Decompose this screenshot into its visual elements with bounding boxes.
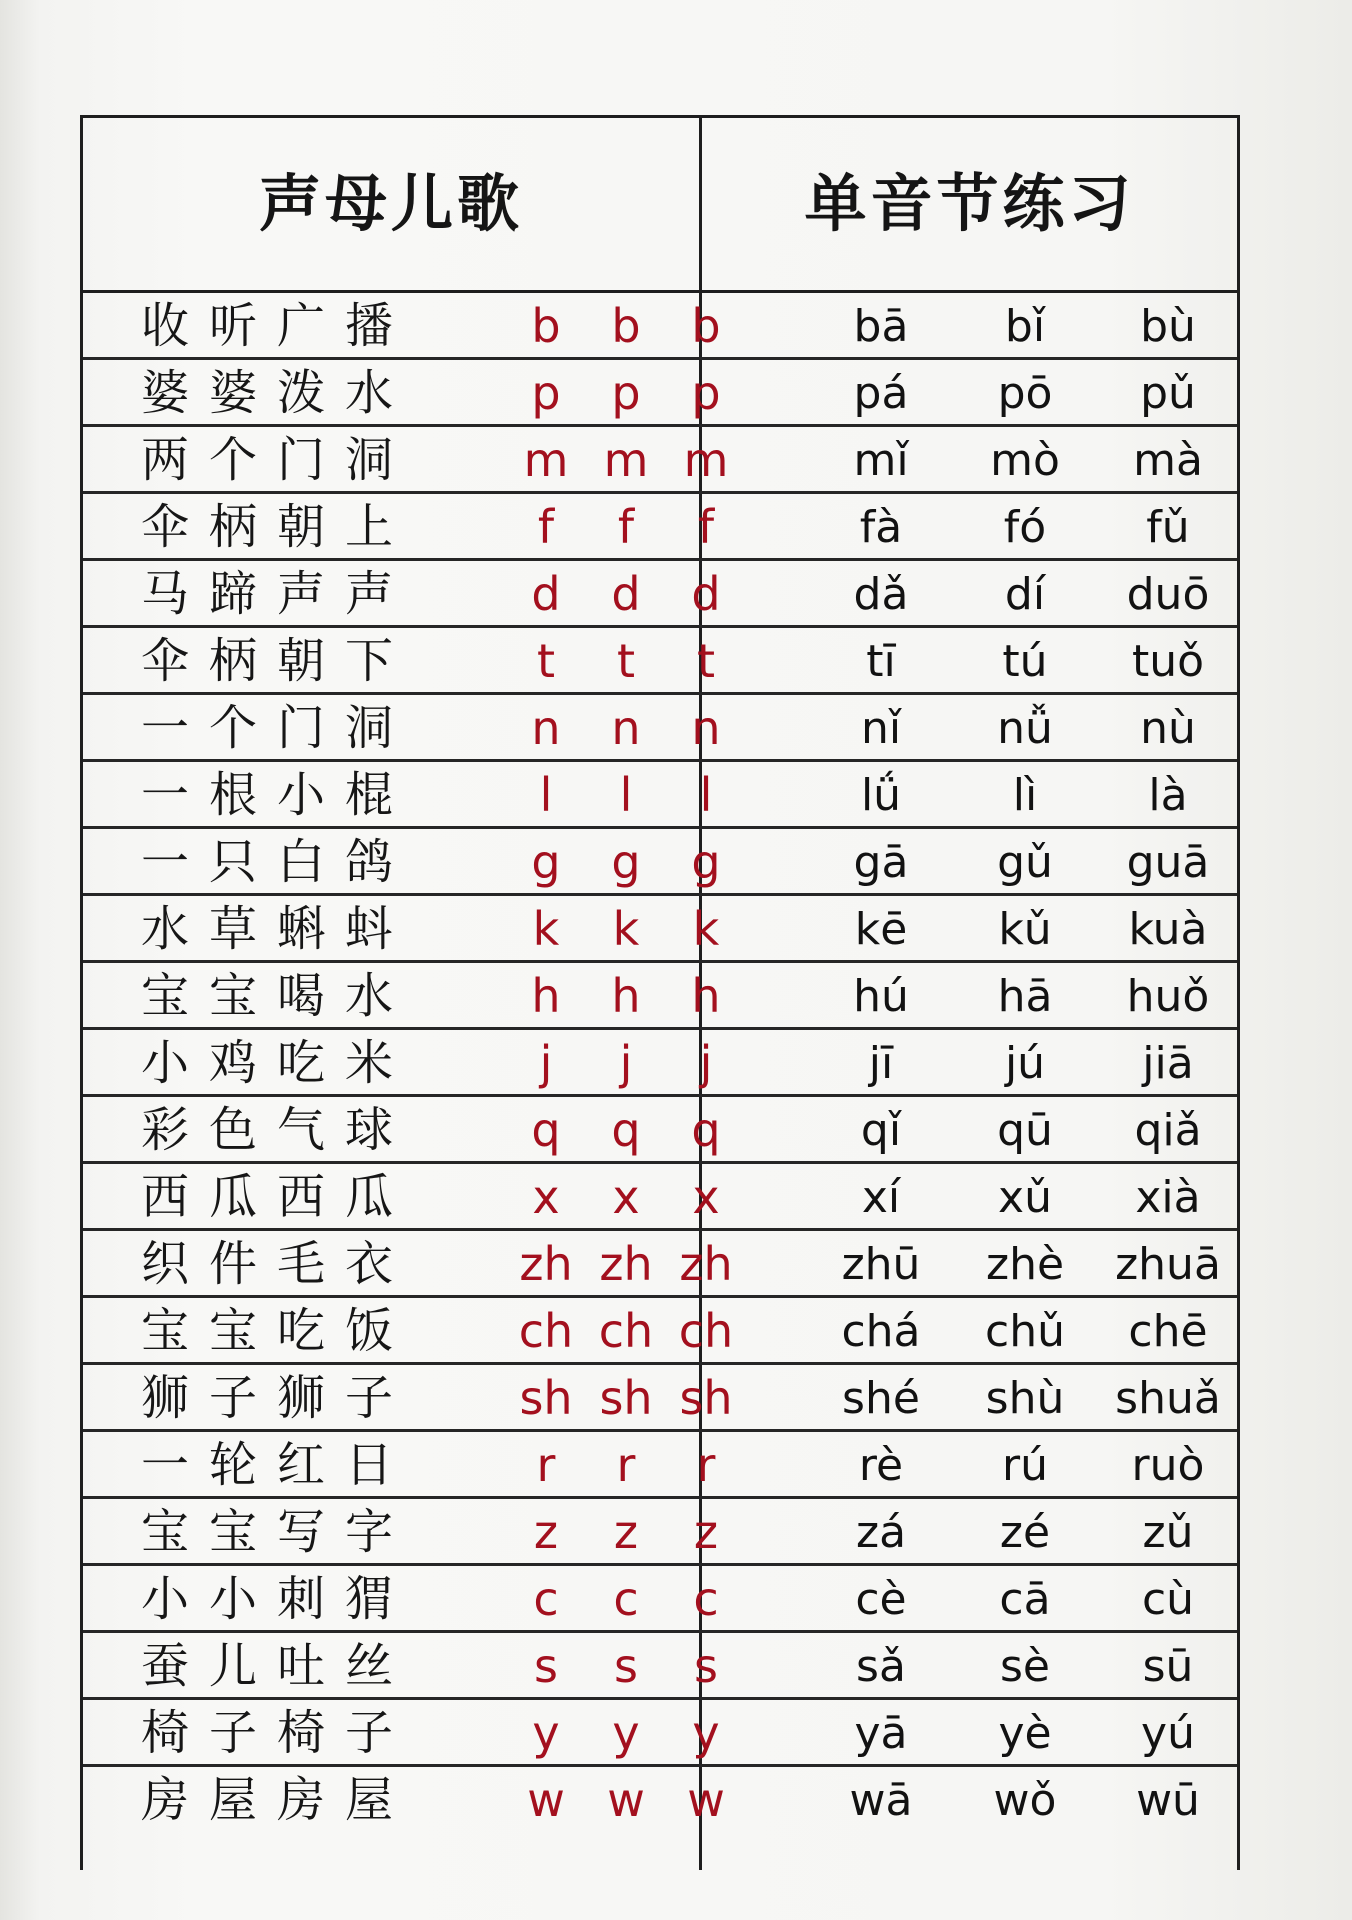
initial-letter: y xyxy=(692,1706,720,1760)
pinyin-table xyxy=(80,115,1240,1870)
initial-letter: p xyxy=(691,366,721,420)
syllable: zá xyxy=(855,1507,907,1558)
initial-letter: n xyxy=(691,701,721,755)
initial-letter: m xyxy=(603,433,649,487)
initial-letter: x xyxy=(532,1170,560,1224)
rhyme-text: 水草蝌蚪 xyxy=(141,901,414,957)
initial-letter: k xyxy=(692,902,720,956)
initial-letter: z xyxy=(533,1505,559,1559)
syllable: shuǎ xyxy=(1115,1373,1221,1424)
left-column-title: 声母儿歌 xyxy=(258,167,523,240)
initial-letter: c xyxy=(613,1572,639,1626)
syllable: pō xyxy=(997,368,1053,419)
initial-letter: m xyxy=(523,433,569,487)
syllable: fǔ xyxy=(1146,502,1190,553)
initial-letter: h xyxy=(531,969,561,1023)
table-row xyxy=(83,293,1237,360)
table-row xyxy=(83,494,1237,561)
syllable: kuà xyxy=(1128,904,1208,955)
rhyme-text: 蚕儿吐丝 xyxy=(141,1638,414,1694)
syllable: shù xyxy=(985,1373,1065,1424)
initial-letter: w xyxy=(527,1773,565,1827)
rhyme-text: 马蹄声声 xyxy=(141,566,414,622)
rhyme-text: 伞柄朝上 xyxy=(141,499,414,555)
syllable: nù xyxy=(1140,703,1196,754)
rhyme-text: 小小刺猬 xyxy=(141,1571,414,1627)
initial-letter: sh xyxy=(599,1371,653,1425)
table-row xyxy=(83,1097,1237,1164)
syllable: rú xyxy=(1002,1440,1048,1491)
rhyme-text: 收听广播 xyxy=(141,298,414,354)
initial-letter: j xyxy=(699,1036,713,1090)
syllable: dí xyxy=(1004,569,1046,620)
initial-letter: w xyxy=(687,1773,725,1827)
syllable: jī xyxy=(868,1038,894,1089)
syllable: jiā xyxy=(1142,1038,1194,1089)
initial-letter: b xyxy=(611,299,641,353)
initial-letter: r xyxy=(696,1438,716,1492)
syllable: chá xyxy=(841,1306,921,1357)
syllable: xǔ xyxy=(998,1172,1052,1223)
initial-letter: s xyxy=(694,1639,718,1693)
initial-letter: t xyxy=(536,634,556,688)
syllable: chǔ xyxy=(985,1306,1065,1357)
initial-letter: t xyxy=(696,634,716,688)
initial-letter: c xyxy=(693,1572,719,1626)
syllable: sǎ xyxy=(856,1641,906,1692)
rhyme-text: 一个门洞 xyxy=(141,700,414,756)
initial-letter: f xyxy=(617,500,635,554)
rhyme-text: 一只白鸽 xyxy=(141,834,414,890)
table-row xyxy=(83,360,1237,427)
syllable: pǔ xyxy=(1140,368,1196,419)
syllable: yā xyxy=(854,1708,908,1759)
syllable: xí xyxy=(861,1172,901,1223)
rhyme-text: 一根小棍 xyxy=(141,767,414,823)
syllable: tī xyxy=(866,636,896,687)
initial-letter: zh xyxy=(679,1237,733,1291)
initial-letter: d xyxy=(531,567,561,621)
initial-letter: q xyxy=(531,1103,561,1157)
initial-letter: r xyxy=(616,1438,636,1492)
syllable: kē xyxy=(854,904,908,955)
initial-letter: ch xyxy=(518,1304,574,1358)
initial-letter: j xyxy=(539,1036,553,1090)
syllable: huǒ xyxy=(1126,971,1210,1022)
table-row xyxy=(83,1700,1237,1767)
syllable: cā xyxy=(999,1574,1051,1625)
syllable: rè xyxy=(858,1440,904,1491)
syllable: wū xyxy=(1136,1775,1200,1826)
initial-letter: p xyxy=(611,366,641,420)
syllable: tú xyxy=(1002,636,1048,687)
initial-letter: z xyxy=(613,1505,639,1559)
rhyme-text: 彩色气球 xyxy=(141,1102,414,1158)
syllable: shé xyxy=(842,1373,920,1424)
table-row xyxy=(83,1298,1237,1365)
table-row xyxy=(83,1030,1237,1097)
rhyme-text: 宝宝写字 xyxy=(141,1504,414,1560)
initial-letter: g xyxy=(611,835,641,889)
table-row xyxy=(83,561,1237,628)
initial-letter: zh xyxy=(519,1237,573,1291)
syllable: duō xyxy=(1126,569,1210,620)
rhyme-text: 婆婆泼水 xyxy=(141,365,414,421)
syllable: bā xyxy=(853,301,909,352)
initial-letter: k xyxy=(532,902,560,956)
syllable: lì xyxy=(1012,770,1038,821)
initial-letter: ch xyxy=(598,1304,654,1358)
rhyme-text: 两个门洞 xyxy=(141,432,414,488)
initial-letter: b xyxy=(531,299,561,353)
rhyme-text: 椅子椅子 xyxy=(141,1705,414,1761)
table-row xyxy=(83,963,1237,1030)
syllable: chē xyxy=(1128,1306,1208,1357)
syllable: dǎ xyxy=(853,569,909,620)
syllable: sè xyxy=(1000,1641,1050,1692)
initial-letter: l xyxy=(619,768,633,822)
rhyme-text: 小鸡吃米 xyxy=(141,1035,414,1091)
initial-letter: s xyxy=(614,1639,638,1693)
syllable: qǐ xyxy=(860,1105,902,1156)
table-body xyxy=(83,293,1237,1834)
initial-letter: l xyxy=(539,768,553,822)
syllable: fó xyxy=(1003,502,1047,553)
table-row xyxy=(83,695,1237,762)
initial-letter: k xyxy=(612,902,640,956)
initial-letter: w xyxy=(607,1773,645,1827)
initial-letter: n xyxy=(531,701,561,755)
syllable: mà xyxy=(1133,435,1203,486)
initial-letter: sh xyxy=(679,1371,733,1425)
syllable: yú xyxy=(1141,1708,1195,1759)
initial-letter: t xyxy=(616,634,636,688)
rhyme-text: 宝宝吃饭 xyxy=(141,1303,414,1359)
initial-letter: y xyxy=(612,1706,640,1760)
syllable: bǐ xyxy=(1004,301,1046,352)
table-row xyxy=(83,1432,1237,1499)
syllable: nǚ xyxy=(997,703,1053,754)
table-row xyxy=(83,1633,1237,1700)
initial-letter: d xyxy=(691,567,721,621)
table-row xyxy=(83,896,1237,963)
initial-letter: b xyxy=(691,299,721,353)
syllable: kǔ xyxy=(998,904,1052,955)
table-header xyxy=(83,118,1237,293)
initial-letter: n xyxy=(611,701,641,755)
table-row xyxy=(83,1231,1237,1298)
initial-letter: p xyxy=(531,366,561,420)
initial-letter: h xyxy=(611,969,641,1023)
syllable: cè xyxy=(855,1574,907,1625)
syllable: hú xyxy=(853,971,909,1022)
right-column-title: 单音节练习 xyxy=(804,167,1135,240)
syllable: nǐ xyxy=(860,703,902,754)
syllable: zhuā xyxy=(1115,1239,1221,1290)
initial-letter: l xyxy=(699,768,713,822)
initial-letter: ch xyxy=(678,1304,734,1358)
syllable: là xyxy=(1148,770,1188,821)
syllable: wā xyxy=(849,1775,913,1826)
syllable: wǒ xyxy=(993,1775,1057,1826)
syllable: gā xyxy=(853,837,909,888)
syllable: pá xyxy=(853,368,909,419)
rhyme-text: 宝宝喝水 xyxy=(141,968,414,1024)
initial-letter: g xyxy=(691,835,721,889)
initial-letter: x xyxy=(612,1170,640,1224)
table-row xyxy=(83,1767,1237,1834)
syllable: ruò xyxy=(1131,1440,1205,1491)
table-row xyxy=(83,762,1237,829)
rhyme-text: 狮子狮子 xyxy=(141,1370,414,1426)
syllable: jú xyxy=(1004,1038,1046,1089)
syllable: cù xyxy=(1141,1574,1195,1625)
initial-letter: q xyxy=(691,1103,721,1157)
syllable: qū xyxy=(997,1105,1053,1156)
syllable: fà xyxy=(859,502,903,553)
table-row xyxy=(83,1499,1237,1566)
syllable: qiǎ xyxy=(1134,1105,1202,1156)
initial-letter: j xyxy=(619,1036,633,1090)
rhyme-text: 西瓜西瓜 xyxy=(141,1169,414,1225)
initial-letter: q xyxy=(611,1103,641,1157)
initial-letter: z xyxy=(693,1505,719,1559)
rhyme-text: 房屋房屋 xyxy=(141,1772,414,1828)
syllable: guā xyxy=(1126,837,1210,888)
syllable: hā xyxy=(997,971,1053,1022)
initial-letter: x xyxy=(692,1170,720,1224)
syllable: xià xyxy=(1135,1172,1201,1223)
syllable: gǔ xyxy=(997,837,1053,888)
initial-letter: sh xyxy=(519,1371,573,1425)
table-row xyxy=(83,829,1237,896)
table-row xyxy=(83,1164,1237,1231)
table-row xyxy=(83,427,1237,494)
initial-letter: zh xyxy=(599,1237,653,1291)
syllable: zhè xyxy=(985,1239,1065,1290)
initial-letter: d xyxy=(611,567,641,621)
table-row xyxy=(83,1365,1237,1432)
rhyme-text: 一轮红日 xyxy=(141,1437,414,1493)
syllable: yè xyxy=(998,1708,1052,1759)
initial-letter: c xyxy=(533,1572,559,1626)
syllable: bù xyxy=(1140,301,1196,352)
syllable: mò xyxy=(990,435,1060,486)
rhyme-text: 伞柄朝下 xyxy=(141,633,414,689)
initial-letter: f xyxy=(697,500,715,554)
syllable: lǘ xyxy=(860,770,902,821)
rhyme-text: 织件毛衣 xyxy=(141,1236,414,1292)
initial-letter: h xyxy=(691,969,721,1023)
syllable: zhū xyxy=(841,1239,921,1290)
initial-letter: g xyxy=(531,835,561,889)
table-row xyxy=(83,1566,1237,1633)
initial-letter: y xyxy=(532,1706,560,1760)
initial-letter: s xyxy=(534,1639,558,1693)
syllable: tuǒ xyxy=(1131,636,1205,687)
syllable: zǔ xyxy=(1142,1507,1194,1558)
table-row xyxy=(83,628,1237,695)
initial-letter: m xyxy=(683,433,729,487)
syllable: mǐ xyxy=(853,435,909,486)
syllable: zé xyxy=(999,1507,1051,1558)
initial-letter: r xyxy=(536,1438,556,1492)
syllable: sū xyxy=(1142,1641,1194,1692)
initial-letter: f xyxy=(537,500,555,554)
